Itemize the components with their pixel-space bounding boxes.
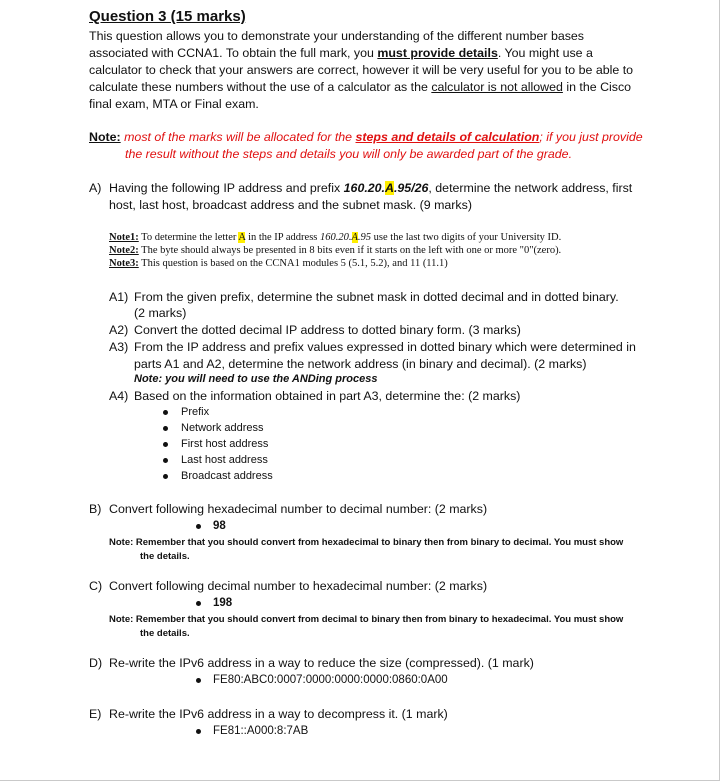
bullet-icon	[163, 410, 168, 415]
note3: Note3: This question is based on the CCNA1 modules 5 (5.1, 5.2), and 11 (11.1)	[109, 258, 448, 269]
part-c-value: 198	[213, 597, 233, 609]
a4-bullet-first-host: First host address	[181, 438, 269, 450]
part-c-note-2: the details.	[140, 628, 190, 639]
part-e-letter: E)	[89, 707, 102, 721]
note1: Note1: To determine the letter A in the IP address 160.20.A.95 use the last two digits of your University ID.	[109, 232, 562, 243]
a4-text: Based on the information obtained in part A3, determine the: (2 marks)	[134, 389, 521, 403]
a3-note: Note: you will need to use the ANDing process	[134, 373, 378, 385]
part-a-line-2: host, last host, broadcast address and the subnet mask. (9 marks)	[109, 198, 472, 212]
a3-line-1: From the IP address and prefix values expressed in dotted binary which were determined in	[134, 340, 636, 354]
part-d-text: Re-write the IPv6 address in a way to reduce the size (compressed). (1 mark)	[109, 656, 534, 670]
a1-label: A1)	[109, 290, 129, 304]
steps-details-emphasis: steps and details of calculation	[355, 130, 540, 144]
part-b-value: 98	[213, 520, 226, 532]
intro-line-1: This question allows you to demonstrate your understanding of the different number bases	[89, 29, 585, 43]
a4-bullet-network: Network address	[181, 422, 264, 434]
part-e-value: FE81::A000:8:7AB	[213, 725, 309, 737]
intro-line-3: calculator to check that your answers are correct, however it will be very useful for you to be able to	[89, 63, 634, 77]
part-c-note-1: Note: Remember that you should convert from decimal to binary then from binary to hexadecimal. You must show	[109, 614, 624, 625]
letter-a-highlight: A	[385, 181, 394, 195]
note2: Note2: The byte should always be presented in 8 bits even if it starts on the left with one or more "0"(zero).	[109, 245, 562, 256]
a3-label: A3)	[109, 340, 129, 354]
intro-line-2: associated with CCNA1. To obtain the full mark, you must provide details. You might use a	[89, 46, 593, 60]
bullet-icon	[196, 678, 201, 683]
a4-label: A4)	[109, 389, 129, 403]
bullet-icon	[163, 442, 168, 447]
part-c-text: Convert following decimal number to hexadecimal number: (2 marks)	[109, 579, 488, 593]
question-title: Question 3 (15 marks)	[89, 8, 246, 25]
must-provide-details: must provide details	[377, 46, 498, 60]
a4-bullet-broadcast: Broadcast address	[181, 470, 273, 482]
a1-line-1: From the given prefix, determine the subnet mask in dotted decimal and in dotted binary.	[134, 290, 619, 304]
part-c-letter: C)	[89, 579, 103, 593]
bullet-icon	[196, 524, 201, 529]
bullet-icon	[196, 601, 201, 606]
a4-bullet-last-host: Last host address	[181, 454, 268, 466]
marks-note-line-2: the result without the steps and details you will only be awarded part of the grade.	[125, 147, 573, 161]
intro-line-5: final exam, MTA or Final exam.	[89, 97, 259, 111]
part-b-note-1: Note: Remember that you should convert from hexadecimal to binary then from binary to decimal. You must show	[109, 537, 624, 548]
part-b-note-2: the details.	[140, 551, 190, 562]
bullet-icon	[163, 426, 168, 431]
bullet-icon	[196, 729, 201, 734]
part-b-text: Convert following hexadecimal number to decimal number: (2 marks)	[109, 502, 488, 516]
part-a-letter: A)	[89, 181, 102, 195]
intro-line-4: calculate these numbers without the use of a calculator as the calculator is not allowed in the Cisco	[89, 80, 632, 94]
part-a-line-1: Having the following IP address and prefix 160.20.A.95/26, determine the network address, first	[109, 181, 633, 195]
part-e-text: Re-write the IPv6 address in a way to decompress it. (1 mark)	[109, 707, 448, 721]
part-b-letter: B)	[89, 502, 102, 516]
bullet-icon	[163, 474, 168, 479]
a2-text: Convert the dotted decimal IP address to dotted binary form. (3 marks)	[134, 323, 521, 337]
a4-bullet-prefix: Prefix	[181, 406, 210, 418]
bullet-icon	[163, 458, 168, 463]
a3-line-2: parts A1 and A2, determine the network address (in binary and decimal). (2 marks)	[134, 357, 587, 371]
note-label: Note:	[89, 130, 121, 144]
marks-note-line-1: Note: most of the marks will be allocated for the steps and details of calculation; if you just provide	[89, 130, 643, 144]
part-d-letter: D)	[89, 656, 103, 670]
a2-label: A2)	[109, 323, 129, 337]
calculator-not-allowed: calculator is not allowed	[431, 80, 563, 94]
note1-highlight-a: A	[238, 232, 246, 243]
part-d-value: FE80:ABC0:0007:0000:0000:0000:0860:0A00	[213, 674, 448, 686]
a1-line-2: (2 marks)	[134, 306, 187, 320]
